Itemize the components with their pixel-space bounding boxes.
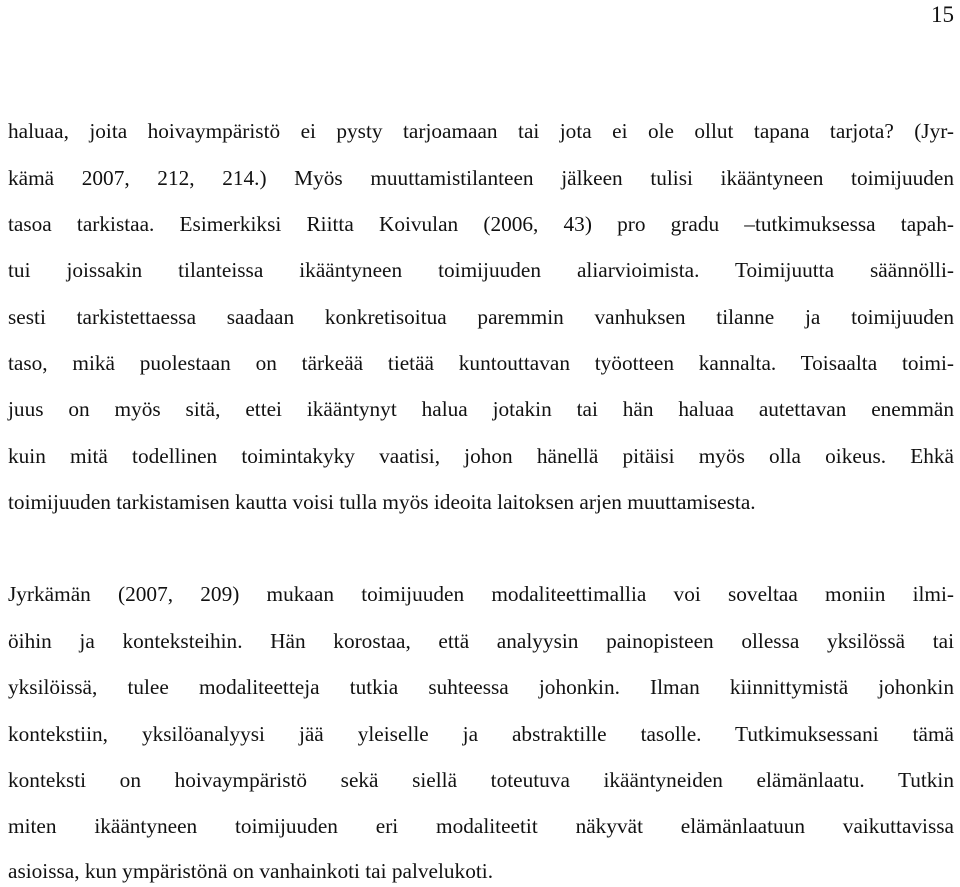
paragraph-2-line-7: asioissa, kun ympäristönä on vanhainkoti tai palvelukoti.: [8, 859, 494, 883]
page-number: 15: [931, 2, 954, 27]
paragraph-1-line-1: haluaa, joita hoivaympäristö ei pysty tarjoamaan tai jota ei ole ollut tapana tarjota? (Jyr-: [8, 119, 954, 143]
paragraph-2-line-6: miten ikääntyneen toimijuuden eri modaliteetit näkyvät elämänlaatuun vaikuttavissa: [8, 814, 954, 838]
paragraph-2-line-3: yksilöissä, tulee modaliteetteja tutkia suhteessa johonkin. Ilman kiinnittymistä johonkin: [8, 675, 954, 699]
paragraph-1-line-2: kämä 2007, 212, 214.) Myös muuttamistilanteen jälkeen tulisi ikääntyneen toimijuuden: [8, 166, 954, 190]
paragraph-1-line-9: toimijuuden tarkistamisen kautta voisi tulla myös ideoita laitoksen arjen muuttamisesta.: [8, 490, 756, 514]
paragraph-2-line-2: öihin ja konteksteihin. Hän korostaa, että analyysin painopisteen ollessa yksilössä tai: [8, 629, 954, 653]
paragraph-1-line-5: sesti tarkistettaessa saadaan konkretisoitua paremmin vanhuksen tilanne ja toimijuuden: [8, 305, 954, 329]
paragraph-1-line-6: taso, mikä puolestaan on tärkeää tietää kuntouttavan työotteen kannalta. Toisaalta toimi-: [8, 351, 954, 375]
paragraph-2-line-1: Jyrkämän (2007, 209) mukaan toimijuuden modaliteettimallia voi soveltaa moniin ilmi-: [8, 582, 954, 606]
paragraph-2-line-5: konteksti on hoivaympäristö sekä siellä toteutuva ikääntyneiden elämänlaatu. Tutkin: [8, 768, 954, 792]
paragraph-1-line-3: tasoa tarkistaa. Esimerkiksi Riitta Koivulan (2006, 43) pro gradu –tutkimuksessa tapah-: [8, 212, 954, 236]
paragraph-1-line-4: tui joissakin tilanteissa ikääntyneen toimijuuden aliarvioimista. Toimijuutta säännölli-: [8, 258, 954, 282]
paragraph-1-line-8: kuin mitä todellinen toimintakyky vaatisi, johon hänellä pitäisi myös olla oikeus. Ehkä: [8, 444, 954, 468]
paragraph-2-line-4: kontekstiin, yksilöanalyysi jää yleiselle ja abstraktille tasolle. Tutkimuksessani tämä: [8, 722, 954, 746]
paragraph-1-line-7: juus on myös sitä, ettei ikääntynyt halua jotakin tai hän haluaa autettavan enemmän: [8, 397, 954, 421]
